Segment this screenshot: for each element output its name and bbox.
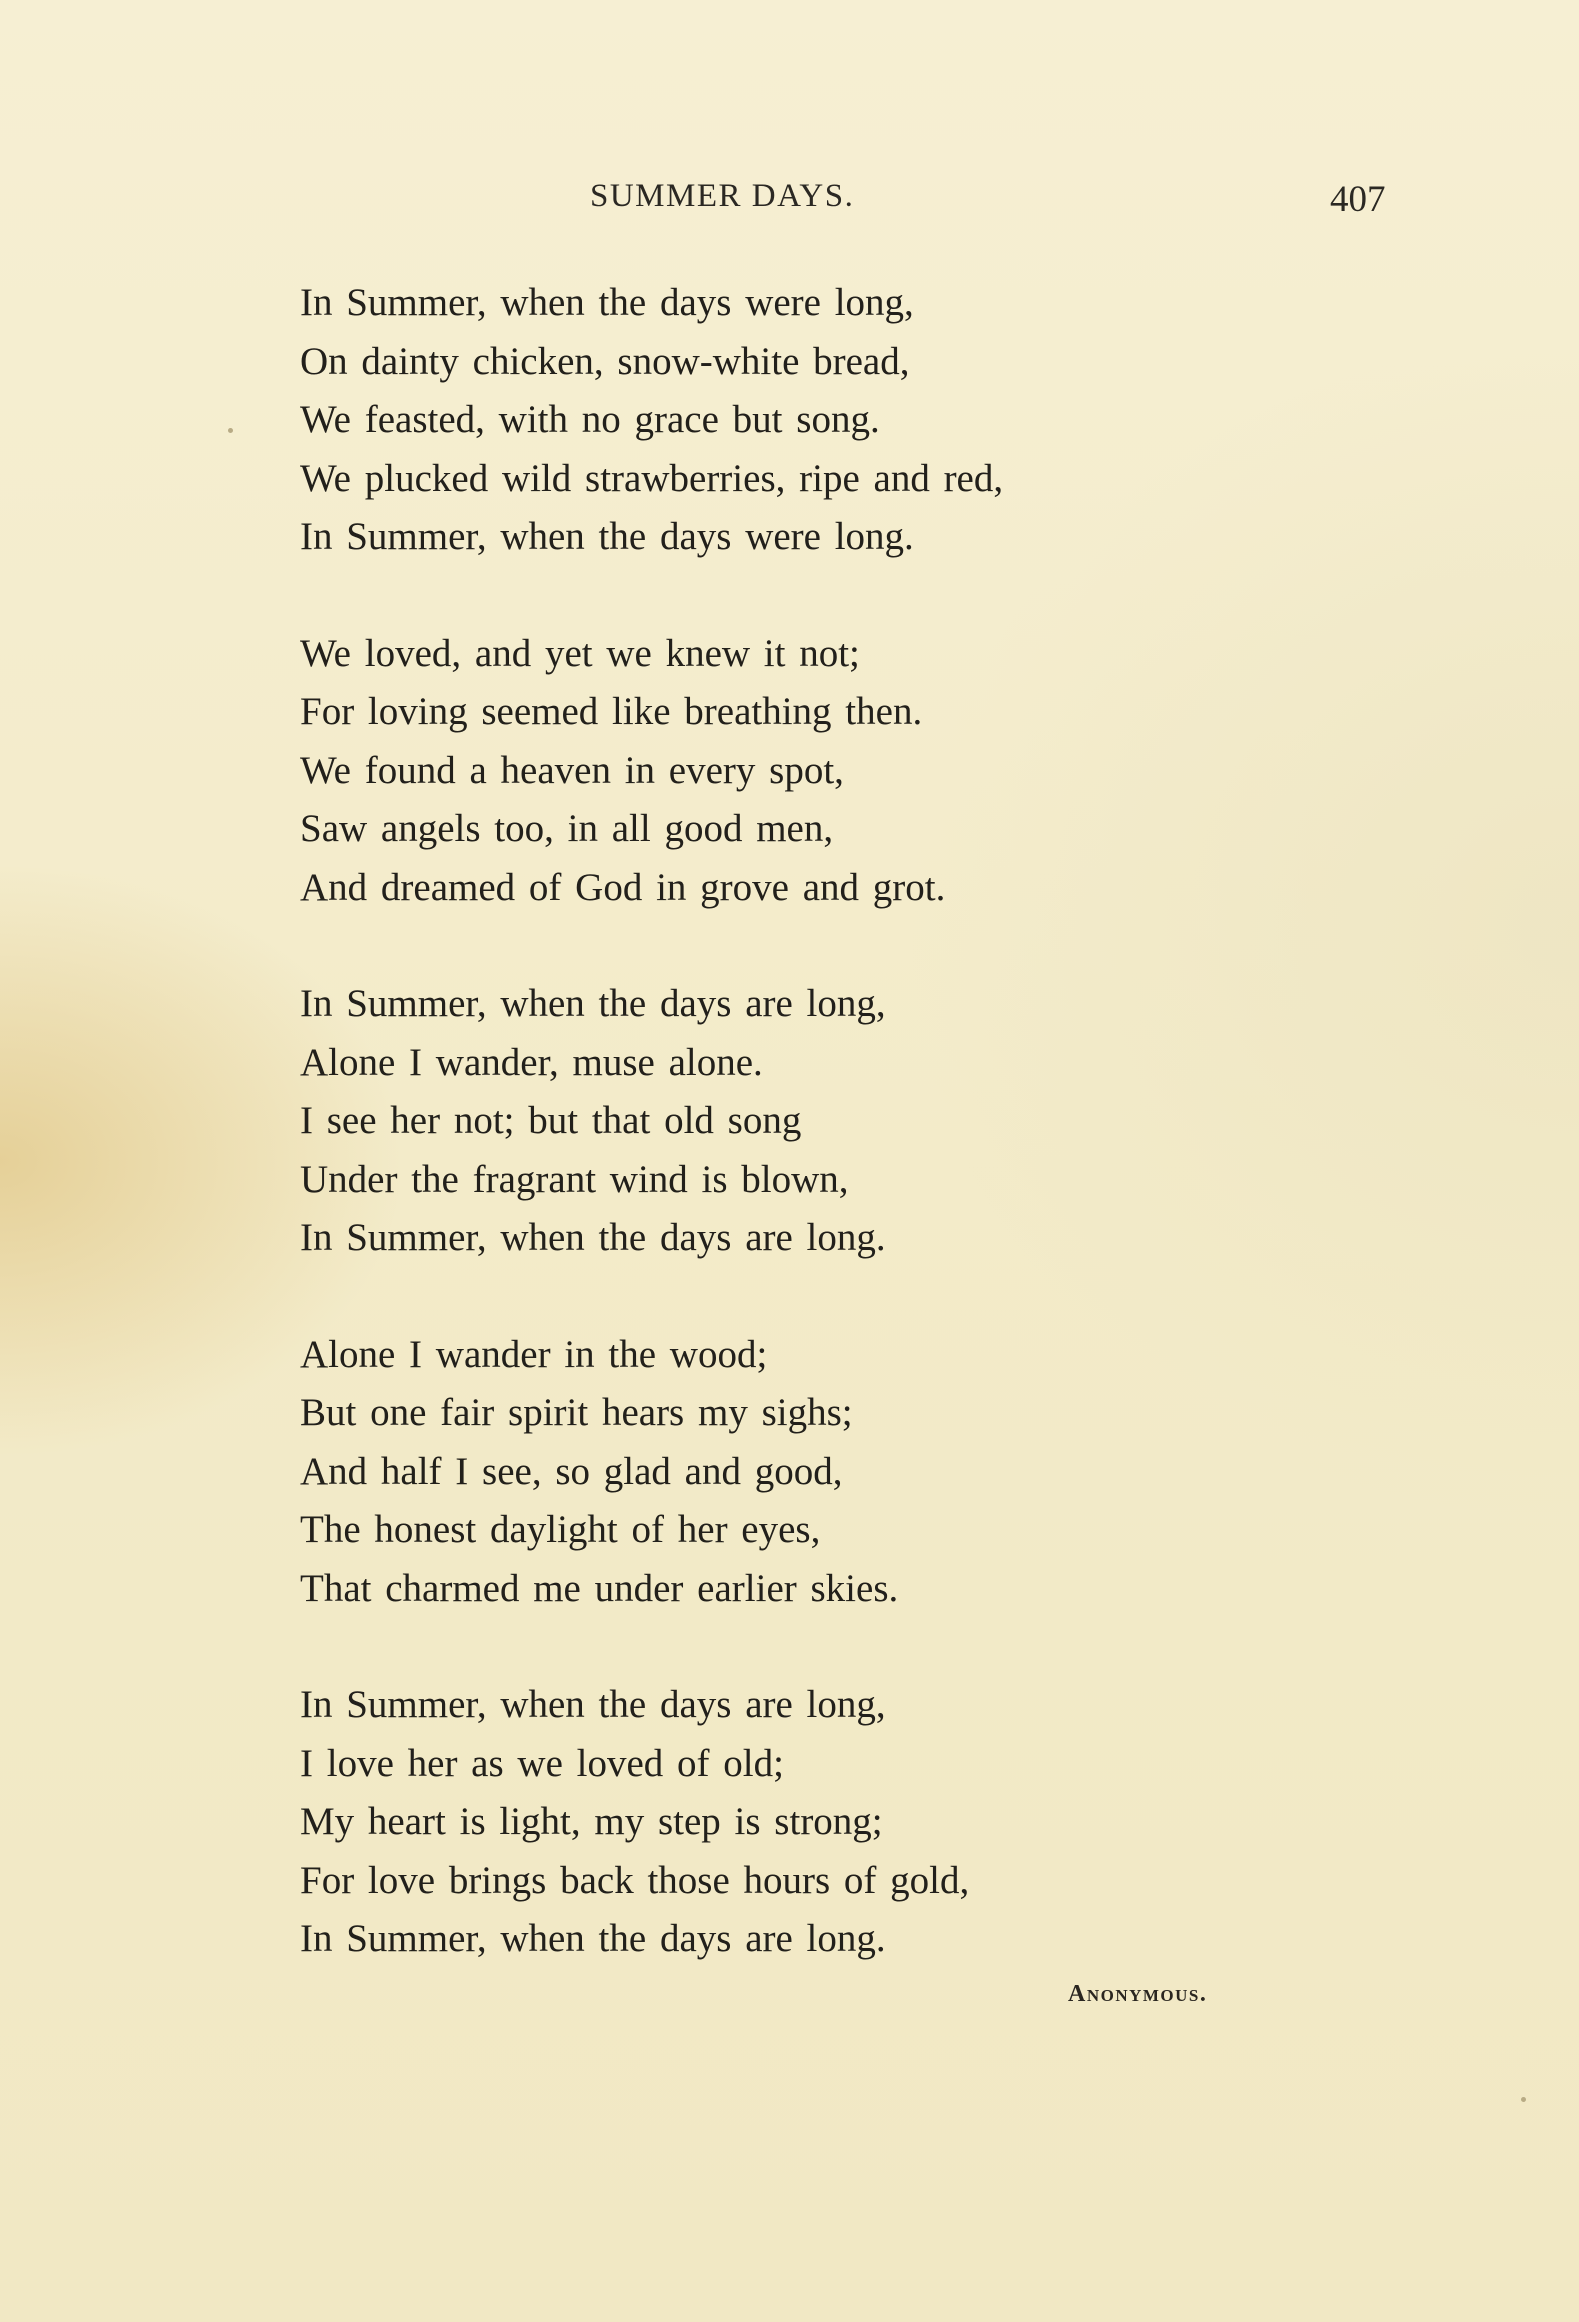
poem-line: In Summer, when the days are long. (300, 1216, 886, 1259)
poem-line: Alone I wander, muse alone. (300, 1040, 763, 1084)
poem-line: My heart is light, my step is strong; (300, 1800, 883, 1843)
poem-line: Saw angels too, in all good men, (300, 807, 834, 850)
poem-line: On dainty chicken, snow-white bread, (300, 339, 910, 383)
poem-line: That charmed me under earlier skies. (300, 1566, 899, 1610)
poem-line: Alone I wander in the wood; (300, 1332, 768, 1376)
poem-line: The honest daylight of her eyes, (300, 1508, 821, 1551)
poem-line: Under the fragrant wind is blown, (300, 1157, 849, 1201)
poem-line: We feasted, with no grace but song. (300, 398, 880, 441)
poem-line: And dreamed of God in grove and grot. (300, 865, 946, 909)
page-number: 407 (1330, 179, 1386, 220)
poem-line: I see her not; but that old song (300, 1099, 802, 1142)
stanza-4 (300, 1326, 1300, 1619)
poem-line: In Summer, when the days are long, (300, 1683, 886, 1726)
poem-line: And half I see, so glad and good, (300, 1449, 843, 1493)
poem-line: In Summer, when the days are long. (300, 1917, 886, 1960)
poem (300, 274, 1300, 2027)
poem-line: For loving seemed like breathing then. (300, 690, 923, 733)
running-head (0, 178, 1579, 228)
poem-line: In Summer, when the days were long. (300, 515, 914, 558)
poem-line: But one fair spirit hears my sighs; (300, 1391, 853, 1434)
poem-line: We found a heaven in every spot, (300, 748, 844, 792)
poem-line: For love brings back those hours of gold, (300, 1858, 970, 1902)
poem-line: We plucked wild strawberries, ripe and red, (300, 456, 1004, 500)
poem-line: In Summer, when the days were long, (300, 281, 914, 324)
stanza-3 (300, 975, 1300, 1268)
stanza-1 (300, 274, 1300, 567)
stanza-2 (300, 625, 1300, 918)
stanza-5 (300, 1676, 1300, 1969)
running-title: SUMMER DAYS. (590, 178, 855, 214)
poem-line: In Summer, when the days are long, (300, 982, 886, 1025)
poem-line: We loved, and yet we knew it not; (300, 631, 860, 675)
poem-line: I love her as we loved of old; (300, 1741, 784, 1785)
attribution: Anonymous. (1068, 1981, 1208, 2007)
paper-speck (228, 428, 233, 433)
paper-speck (1521, 2097, 1526, 2102)
